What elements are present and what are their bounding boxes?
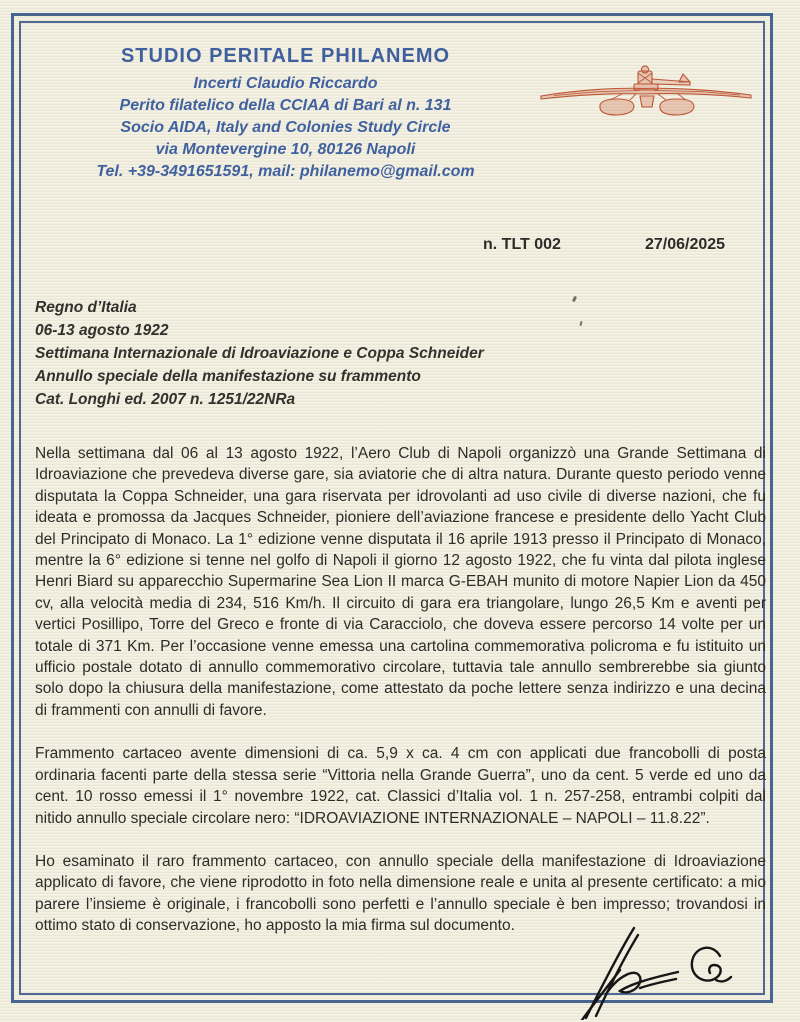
reference-row xyxy=(0,236,800,256)
expert-name: Incerti Claudio Riccardo xyxy=(193,75,378,92)
expert-credentials: Perito filatelico della CCIAA di Bari al n. 131 xyxy=(119,97,452,114)
letterhead-lines xyxy=(48,73,523,183)
opinion-paragraph: Ho esaminato il raro frammento cartaceo, con annullo speciale della manifestazione di Idroaviazione applicato di favore, che viene riprodotto in foto nella dimensione reale e unita al presente certificato: a mio parere l’insieme è originale, i francobolli sono perfetti e l’annullo speciale è ben impresso; trovandosi in ottimo stato di conservazione, ho apposto la mia firma sul documento. xyxy=(35,852,766,935)
studio-address: via Montevergine 10, 80126 Napoli xyxy=(155,141,416,158)
subject-item: Annullo speciale della manifestazione su frammento xyxy=(35,368,421,385)
expert-memberships: Socio AIDA, Italy and Colonies Study Circle xyxy=(120,119,451,136)
subject-country: Regno d’Italia xyxy=(35,299,137,316)
subject-block xyxy=(35,296,735,411)
certificate-number: n. TLT 002 xyxy=(483,236,561,253)
certificate-date: 27/06/2025 xyxy=(645,236,726,253)
certificate-body xyxy=(35,443,766,937)
studio-title: STUDIO PERITALE PHILANEMO xyxy=(120,45,451,67)
letterhead xyxy=(48,44,523,183)
subject-event: Settimana Internazionale di Idroaviazione e Coppa Schneider xyxy=(35,345,484,362)
subject-date-range: 06-13 agosto 1922 xyxy=(35,322,169,339)
seaplane-logo-icon xyxy=(540,64,752,126)
history-paragraph: Nella settimana dal 06 al 13 agosto 1922, l’Aero Club di Napoli organizzò una Grande Settimana di Idroaviazione che prevedeva diverse gare, sia aviatorie che di altra natura. Durante questo periodo venne disputata la Coppa Schneider, una gara riservata per idrovolanti ad uso civile di diverse nazioni, che fu ideata e promossa da Jacques Schneider, pioniere dell’aviazione francese e presidente dello Yacht Club del Principato di Monaco. La 1° edizione venne disputata il 16 aprile 1913 presso il Principato di Monaco, mentre la 6° edizione si tenne nel golfo di Napoli il giorno 12 agosto 1922, che fu vinta dal pilota inglese Henri Biard su apparecchio Supermarine Sea Lion II marca G-EBAH munito di motore Napier Lion da 450 cv, alla velocità media di 234, 516 Km/h. Il circuito di gara era triangolare, lungo 26,5 Km e aventi per vertici Posillipo, Torre del Greco e fronte di via Caracciolo, che doveva essere percorso 14 volte per un totale di 371 Km. Per l’occasione venne emessa una cartolina commemorativa policroma e fu istituito un ufficio postale dotato di annullo commemorativo circolare, tuttavia tale annullo sembrerebbe sia giunto solo dopo la chiusura della manifestazione, come attestato da poche lettere senza indirizzo e una decina di frammenti con annulli di favore. xyxy=(35,445,766,719)
studio-contact: Tel. +39-3491651591, mail: philanemo@gmail.com xyxy=(96,163,475,180)
description-paragraph: Frammento cartaceo avente dimensioni di ca. 5,9 x ca. 4 cm con applicati due francobolli di posta ordinaria facenti parte della stessa serie “Vittoria nella Grande Guerra”, uno da cent. 5 verde ed uno da cent. 10 rosso emessi il 1° novembre 1922, cat. Classici d’Italia vol. 1 n. 257-258, entrambi colpiti dal nitido annullo speciale circolare nero: “IDROAVIAZIONE INTERNAZIONALE – NAPOLI – 11.8.22”. xyxy=(35,745,766,827)
expert-signature xyxy=(580,922,745,1020)
subject-catalog-ref: Cat. Longhi ed. 2007 n. 1251/22NRa xyxy=(35,391,296,408)
